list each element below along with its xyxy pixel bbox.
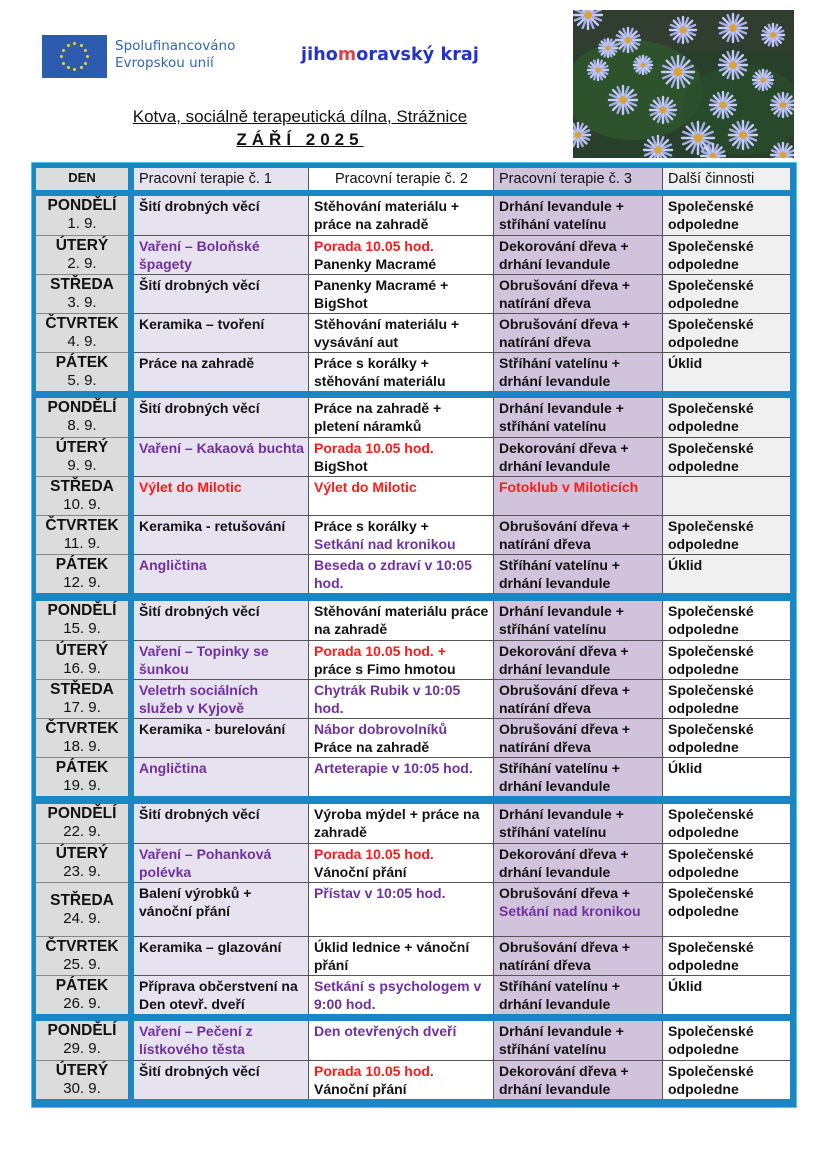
activity-other: Společenské odpoledne bbox=[662, 313, 790, 352]
activity-text: Keramika – tvoření bbox=[139, 316, 265, 332]
activity-text: Práce s korálky + stěhování materiálu bbox=[314, 355, 446, 389]
activity-c3 bbox=[493, 804, 662, 843]
table-header-row bbox=[36, 168, 790, 190]
week-group bbox=[36, 196, 790, 391]
activity-text: Stěhování materiálu + vysávání aut bbox=[314, 316, 460, 350]
activity-text: Den otevřených dveří bbox=[314, 1023, 457, 1039]
activity-c3 bbox=[493, 936, 662, 975]
activity-text: Práce na zahradě + pletení náramků bbox=[314, 400, 442, 434]
week-activities bbox=[134, 804, 790, 1014]
eu-star-icon bbox=[73, 42, 76, 45]
activity-other: Úklid bbox=[662, 554, 790, 593]
activity-c1 bbox=[134, 679, 308, 718]
activity-c3 bbox=[493, 757, 662, 796]
aster-flower bbox=[588, 60, 608, 80]
activity-text: Porada 10.05 hod. bbox=[314, 1063, 434, 1079]
column-header: Pracovní terapie č. 3 bbox=[493, 168, 662, 190]
kraj-logo-part3: oravský kraj bbox=[356, 45, 479, 65]
activity-text: Balení výrobků + vánoční přání bbox=[139, 885, 252, 919]
aster-flower bbox=[771, 93, 794, 117]
activity-c2 bbox=[308, 882, 493, 936]
activity-text: Dekorování dřeva + drhání levandule bbox=[499, 440, 629, 474]
aster-flower bbox=[719, 14, 747, 42]
eu-text-line-2: Evropskou unií bbox=[115, 55, 214, 71]
activity-text: Vaření – Boloňské špagety bbox=[139, 238, 260, 272]
activity-c1 bbox=[134, 757, 308, 796]
day-name: STŘEDA bbox=[50, 892, 114, 909]
activity-c1 bbox=[134, 975, 308, 1014]
day-column bbox=[36, 196, 128, 391]
eu-star-icon bbox=[80, 44, 83, 47]
eu-star-icon bbox=[67, 44, 70, 47]
day-cell bbox=[36, 1021, 128, 1060]
activity-c3 bbox=[493, 437, 662, 476]
activity-other: Společenské odpoledne bbox=[662, 882, 790, 936]
activity-c1 bbox=[134, 843, 308, 882]
activity-c3 bbox=[493, 476, 662, 515]
activity-c1 bbox=[134, 515, 308, 554]
activity-text: Obrušování dřeva + natírání dřeva bbox=[499, 277, 631, 311]
activity-c1 bbox=[134, 196, 308, 235]
activity-text: Vaření – Kakaová buchta bbox=[139, 440, 304, 456]
activity-c1 bbox=[134, 804, 308, 843]
kraj-logo-part1: jiho bbox=[301, 45, 338, 65]
day-name: PÁTEK bbox=[55, 556, 109, 573]
activity-text: Obrušování dřeva + natírání dřeva bbox=[499, 721, 631, 755]
activity-c1 bbox=[134, 437, 308, 476]
day-cell bbox=[36, 352, 128, 391]
day-column bbox=[36, 398, 128, 593]
aster-flower bbox=[616, 28, 640, 52]
activity-c1 bbox=[134, 352, 308, 391]
activity-text: Vánoční přání bbox=[314, 1081, 407, 1097]
activity-other: Úklid bbox=[662, 352, 790, 391]
activity-text: Obrušování dřeva + natírání dřeva bbox=[499, 682, 631, 716]
activity-c2 bbox=[308, 398, 493, 437]
activity-text: Angličtina bbox=[139, 760, 207, 776]
month-title: ZÁŘÍ 2025 bbox=[236, 130, 364, 149]
eu-star-icon bbox=[80, 66, 83, 69]
activity-text: Keramika - retušování bbox=[139, 518, 286, 534]
activity-c3 bbox=[493, 235, 662, 274]
day-date: 16. 9. bbox=[63, 660, 101, 677]
activity-c3 bbox=[493, 975, 662, 1014]
activity-text: Přístav v 10:05 hod. bbox=[314, 885, 446, 901]
eu-star-icon bbox=[84, 49, 87, 52]
day-name: ČTVRTEK bbox=[45, 938, 119, 955]
day-name: STŘEDA bbox=[50, 478, 114, 495]
activity-c3 bbox=[493, 398, 662, 437]
activity-c1 bbox=[134, 235, 308, 274]
day-name: ÚTERÝ bbox=[55, 845, 109, 862]
activity-text: Veletrh sociálních služeb v Kyjově bbox=[139, 682, 259, 716]
activity-text: Keramika – glazování bbox=[139, 939, 282, 955]
eu-star-icon bbox=[62, 62, 65, 65]
day-name: PONDĚLÍ bbox=[47, 805, 117, 822]
day-date: 19. 9. bbox=[63, 777, 101, 794]
activity-text: Stříhání vatelínu + drhání levandule bbox=[499, 355, 620, 389]
activity-c3 bbox=[493, 843, 662, 882]
day-date: 4. 9. bbox=[67, 333, 97, 350]
day-cell bbox=[36, 601, 128, 640]
activity-c3 bbox=[493, 196, 662, 235]
aster-flower bbox=[729, 121, 757, 149]
day-date: 8. 9. bbox=[67, 417, 97, 434]
activity-text: Šití drobných věcí bbox=[139, 1063, 260, 1079]
activity-text: Obrušování dřeva + bbox=[499, 885, 631, 901]
aster-flowers-image bbox=[573, 10, 794, 158]
activity-other: Úklid bbox=[662, 975, 790, 1014]
eu-star-icon bbox=[60, 55, 63, 58]
day-cell bbox=[36, 679, 128, 718]
eu-flag-logo bbox=[42, 35, 107, 78]
day-name: PONDĚLÍ bbox=[47, 197, 117, 214]
activity-c1 bbox=[134, 313, 308, 352]
activity-other: Společenské odpoledne bbox=[662, 1060, 790, 1099]
activity-c2 bbox=[308, 554, 493, 593]
activity-text: Arteterapie v 10:05 hod. bbox=[314, 760, 473, 776]
day-cell bbox=[36, 936, 128, 975]
aster-flower bbox=[662, 56, 694, 88]
activity-text: Setkání nad kronikou bbox=[499, 903, 641, 919]
day-cell bbox=[36, 398, 128, 437]
flower-photo bbox=[573, 10, 794, 158]
activity-text: Práce na zahradě bbox=[314, 739, 430, 755]
day-date: 29. 9. bbox=[63, 1040, 101, 1057]
activity-c1 bbox=[134, 640, 308, 679]
activity-c1 bbox=[134, 274, 308, 313]
activity-text: Příprava občerstvení na Den otevř. dveří bbox=[139, 978, 298, 1012]
activity-other: Společenské odpoledne bbox=[662, 1021, 790, 1060]
activity-c3 bbox=[493, 718, 662, 757]
activity-text: Výlet do Milotic bbox=[139, 479, 242, 495]
activity-text: Beseda o zdraví v 10:05 hod. bbox=[314, 557, 472, 591]
activity-c2 bbox=[308, 515, 493, 554]
activity-c2 bbox=[308, 1021, 493, 1060]
activity-other: Společenské odpoledne bbox=[662, 679, 790, 718]
activity-c3 bbox=[493, 1021, 662, 1060]
day-name: PONDĚLÍ bbox=[47, 399, 117, 416]
activity-text: Nábor dobrovolníků bbox=[314, 721, 447, 737]
activity-c3 bbox=[493, 1060, 662, 1099]
activity-text: Porada 10.05 hod. bbox=[314, 440, 434, 456]
day-cell bbox=[36, 804, 128, 843]
day-date: 30. 9. bbox=[63, 1080, 101, 1097]
activity-c3 bbox=[493, 554, 662, 593]
activity-c2 bbox=[308, 757, 493, 796]
day-name: PÁTEK bbox=[55, 759, 109, 776]
activity-text: Šití drobných věcí bbox=[139, 198, 260, 214]
eu-star-icon bbox=[73, 68, 76, 71]
week-group bbox=[36, 804, 790, 1014]
activity-other: Společenské odpoledne bbox=[662, 398, 790, 437]
activity-text: Stěhování materiálu práce na zahradě bbox=[314, 603, 489, 637]
activity-c2 bbox=[308, 679, 493, 718]
activity-text: Vaření – Pečení z lístkového těsta bbox=[139, 1023, 253, 1057]
day-date: 1. 9. bbox=[67, 215, 97, 232]
activity-text: Keramika - burelování bbox=[139, 721, 286, 737]
activity-other: Společenské odpoledne bbox=[662, 936, 790, 975]
day-cell bbox=[36, 235, 128, 274]
day-date: 5. 9. bbox=[67, 372, 97, 389]
day-cell bbox=[36, 274, 128, 313]
column-header: Pracovní terapie č. 2 bbox=[308, 168, 493, 190]
day-date: 15. 9. bbox=[63, 620, 101, 637]
activity-text: Dekorování dřeva + drhání levandule bbox=[499, 643, 629, 677]
activity-text: Porada 10.05 hod. bbox=[314, 846, 434, 862]
day-name: ČTVRTEK bbox=[45, 517, 119, 534]
activity-text: Dekorování dřeva + drhání levandule bbox=[499, 1063, 629, 1097]
header-den: DEN bbox=[36, 168, 128, 190]
day-name: PONDĚLÍ bbox=[47, 602, 117, 619]
day-date: 2. 9. bbox=[67, 255, 97, 272]
activity-text: BigShot bbox=[314, 458, 368, 474]
activity-c2 bbox=[308, 352, 493, 391]
eu-cofunding-text bbox=[115, 38, 235, 72]
aster-flower bbox=[644, 136, 672, 158]
activity-c2 bbox=[308, 718, 493, 757]
day-date: 22. 9. bbox=[63, 823, 101, 840]
activity-c2 bbox=[308, 804, 493, 843]
activity-c1 bbox=[134, 601, 308, 640]
day-name: ČTVRTEK bbox=[45, 720, 119, 737]
day-name: PÁTEK bbox=[55, 354, 109, 371]
activity-c1 bbox=[134, 718, 308, 757]
day-column bbox=[36, 601, 128, 796]
aster-flower bbox=[762, 24, 784, 46]
day-cell bbox=[36, 1060, 128, 1099]
activity-c2 bbox=[308, 601, 493, 640]
activity-text: Vánoční přání bbox=[314, 864, 407, 880]
eu-star-icon bbox=[84, 62, 87, 65]
activity-c3 bbox=[493, 352, 662, 391]
activity-c2 bbox=[308, 196, 493, 235]
activity-text: Výroba mýdel + práce na zahradě bbox=[314, 806, 480, 840]
activity-text: Úklid lednice + vánoční přání bbox=[314, 939, 470, 973]
day-date: 3. 9. bbox=[67, 294, 97, 311]
activity-text: Šití drobných věcí bbox=[139, 806, 260, 822]
day-date: 18. 9. bbox=[63, 738, 101, 755]
day-cell bbox=[36, 196, 128, 235]
activity-text: Stříhání vatelínu + drhání levandule bbox=[499, 557, 620, 591]
activity-text: Šití drobných věcí bbox=[139, 400, 260, 416]
day-date: 11. 9. bbox=[63, 535, 101, 552]
day-cell bbox=[36, 757, 128, 796]
day-cell bbox=[36, 882, 128, 936]
column-header: Pracovní terapie č. 1 bbox=[134, 168, 308, 190]
day-name: ČTVRTEK bbox=[45, 315, 119, 332]
activity-text: Porada 10.05 hod. + bbox=[314, 643, 446, 659]
day-date: 10. 9. bbox=[63, 496, 101, 513]
activity-other: Společenské odpoledne bbox=[662, 235, 790, 274]
activity-text: Setkání nad kronikou bbox=[314, 536, 456, 552]
day-cell bbox=[36, 718, 128, 757]
week-group bbox=[36, 398, 790, 593]
activity-other: Společenské odpoledne bbox=[662, 640, 790, 679]
activity-c2 bbox=[308, 1060, 493, 1099]
day-name: ÚTERÝ bbox=[55, 237, 109, 254]
aster-flower bbox=[650, 97, 676, 123]
activity-text: Stříhání vatelínu + drhání levandule bbox=[499, 978, 620, 1012]
activity-c1 bbox=[134, 936, 308, 975]
activity-text: Vaření – Topinky se šunkou bbox=[139, 643, 269, 677]
activity-c3 bbox=[493, 313, 662, 352]
activity-text: Drhání levandule + stříhání vatelínu bbox=[499, 198, 624, 232]
day-name: ÚTERÝ bbox=[55, 439, 109, 456]
day-name: PÁTEK bbox=[55, 977, 109, 994]
activity-text: Dekorování dřeva + drhání levandule bbox=[499, 238, 629, 272]
activity-c1 bbox=[134, 554, 308, 593]
activity-text: Angličtina bbox=[139, 557, 207, 573]
activity-c2 bbox=[308, 936, 493, 975]
activity-text: Drhání levandule + stříhání vatelínu bbox=[499, 806, 624, 840]
activity-c2 bbox=[308, 274, 493, 313]
activity-text: Panenky Macramé bbox=[314, 256, 437, 272]
activity-other: Společenské odpoledne bbox=[662, 843, 790, 882]
activity-c2 bbox=[308, 437, 493, 476]
day-cell bbox=[36, 476, 128, 515]
activity-other: Společenské odpoledne bbox=[662, 437, 790, 476]
week-activities bbox=[134, 1021, 790, 1099]
activity-text: Výlet do Milotic bbox=[314, 479, 417, 495]
aster-flower bbox=[670, 17, 696, 43]
aster-flower bbox=[710, 92, 736, 118]
activity-other: Společenské odpoledne bbox=[662, 804, 790, 843]
activity-other: Společenské odpoledne bbox=[662, 601, 790, 640]
day-date: 17. 9. bbox=[63, 699, 101, 716]
day-name: ÚTERÝ bbox=[55, 1062, 109, 1079]
day-date: 9. 9. bbox=[67, 457, 97, 474]
week-activities bbox=[134, 601, 790, 796]
activity-other: Úklid bbox=[662, 757, 790, 796]
week-group bbox=[36, 601, 790, 796]
week-activities bbox=[134, 196, 790, 391]
activity-c1 bbox=[134, 476, 308, 515]
activity-c3 bbox=[493, 274, 662, 313]
day-date: 24. 9. bbox=[63, 910, 101, 927]
activity-text: Vaření – Pohanková polévka bbox=[139, 846, 272, 880]
activity-text: Porada 10.05 hod. bbox=[314, 238, 434, 254]
day-column bbox=[36, 1021, 128, 1099]
activity-text: Stříhání vatelínu + drhání levandule bbox=[499, 760, 620, 794]
eu-star-icon bbox=[67, 66, 70, 69]
day-date: 26. 9. bbox=[63, 995, 101, 1012]
day-date: 25. 9. bbox=[63, 956, 101, 973]
activity-text: práce s Fimo hmotou bbox=[314, 661, 456, 677]
header-columns bbox=[134, 168, 790, 190]
day-column bbox=[36, 804, 128, 1014]
eu-star-icon bbox=[62, 49, 65, 52]
activity-c2 bbox=[308, 313, 493, 352]
kraj-logo-m: m bbox=[337, 45, 357, 65]
day-cell bbox=[36, 640, 128, 679]
activity-text: Šití drobných věcí bbox=[139, 603, 260, 619]
activity-text: Šití drobných věcí bbox=[139, 277, 260, 293]
activity-text: Obrušování dřeva + natírání dřeva bbox=[499, 316, 631, 350]
week-activities bbox=[134, 398, 790, 593]
activity-c2 bbox=[308, 843, 493, 882]
day-cell bbox=[36, 843, 128, 882]
page-title: Kotva, sociálně terapeutická dílna, Strážnice bbox=[132, 107, 468, 126]
activity-c3 bbox=[493, 882, 662, 936]
activity-text: Obrušování dřeva + natírání dřeva bbox=[499, 518, 631, 552]
activity-c2 bbox=[308, 975, 493, 1014]
activity-other: Společenské odpoledne bbox=[662, 718, 790, 757]
activity-text: Setkání s psychologem v 9:00 hod. bbox=[314, 978, 482, 1012]
activity-c1 bbox=[134, 1021, 308, 1060]
jihomoravsky-kraj-logo bbox=[301, 45, 479, 65]
day-cell bbox=[36, 554, 128, 593]
column-header: Další činnosti bbox=[662, 168, 790, 190]
day-name: PONDĚLÍ bbox=[47, 1022, 117, 1039]
activity-c3 bbox=[493, 640, 662, 679]
eu-star-icon bbox=[86, 55, 89, 58]
activity-text: Drhání levandule + stříhání vatelínu bbox=[499, 400, 624, 434]
activity-c2 bbox=[308, 476, 493, 515]
activity-text: Chytrák Rubik v 10:05 hod. bbox=[314, 682, 461, 716]
activity-c2 bbox=[308, 235, 493, 274]
day-name: ÚTERÝ bbox=[55, 642, 109, 659]
activity-text: Drhání levandule + stříhání vatelínu bbox=[499, 1023, 624, 1057]
eu-text-line-1: Spolufinancováno bbox=[115, 38, 236, 54]
activity-text: Dekorování dřeva + drhání levandule bbox=[499, 846, 629, 880]
activity-text: Drhání levandule + stříhání vatelínu bbox=[499, 603, 624, 637]
activity-text: Práce na zahradě bbox=[139, 355, 255, 371]
activity-text: Panenky Macramé + BigShot bbox=[314, 277, 449, 311]
activity-c3 bbox=[493, 601, 662, 640]
day-cell bbox=[36, 975, 128, 1014]
activity-c1 bbox=[134, 882, 308, 936]
day-cell bbox=[36, 313, 128, 352]
activity-other: Společenské odpoledne bbox=[662, 515, 790, 554]
day-cell bbox=[36, 515, 128, 554]
activity-c2 bbox=[308, 640, 493, 679]
activity-other: Společenské odpoledne bbox=[662, 274, 790, 313]
aster-flower bbox=[609, 86, 637, 114]
day-date: 23. 9. bbox=[63, 863, 101, 880]
aster-flower bbox=[719, 51, 747, 79]
aster-flower bbox=[599, 39, 617, 57]
activity-c3 bbox=[493, 515, 662, 554]
activity-text: Obrušování dřeva + natírání dřeva bbox=[499, 939, 631, 973]
activity-text: Fotoklub v Miloticích bbox=[499, 479, 639, 495]
day-date: 12. 9. bbox=[63, 574, 101, 591]
aster-flower bbox=[753, 70, 773, 90]
activity-c1 bbox=[134, 1060, 308, 1099]
activity-text: Práce s korálky + bbox=[314, 518, 429, 534]
activity-c1 bbox=[134, 398, 308, 437]
week-group bbox=[36, 1021, 790, 1099]
activity-other bbox=[662, 476, 790, 515]
activity-other: Společenské odpoledne bbox=[662, 196, 790, 235]
activity-text: Stěhování materiálu + práce na zahradě bbox=[314, 198, 460, 232]
day-name: STŘEDA bbox=[50, 681, 114, 698]
activity-c3 bbox=[493, 679, 662, 718]
day-name: STŘEDA bbox=[50, 276, 114, 293]
day-cell bbox=[36, 437, 128, 476]
aster-flower bbox=[634, 56, 652, 74]
